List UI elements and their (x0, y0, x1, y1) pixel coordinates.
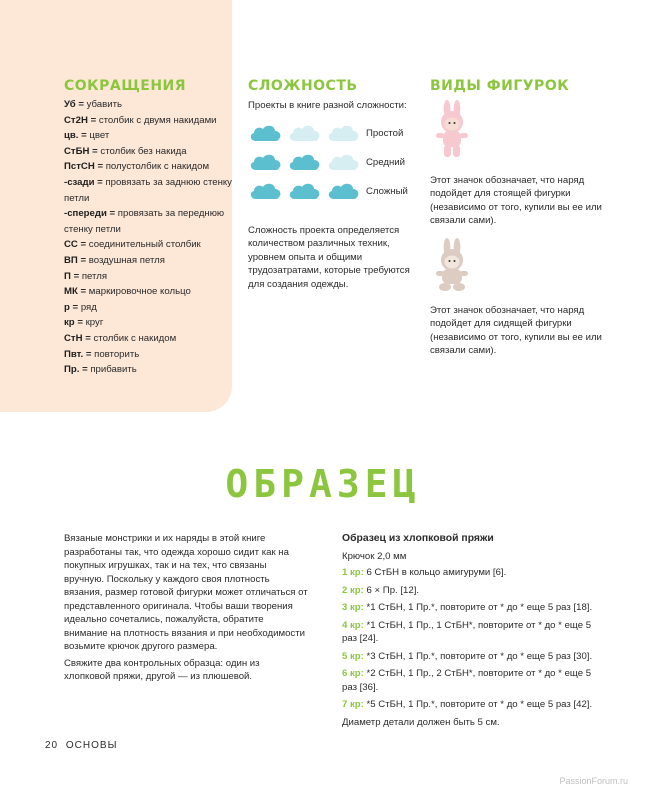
standing-figure-icon (430, 98, 474, 160)
section-name: ОСНОВЫ (65, 740, 118, 751)
cloud-filled-icon (287, 182, 321, 200)
pattern-row (342, 584, 602, 598)
clouds-row-easy (248, 124, 365, 142)
equals-sign: = (77, 254, 89, 266)
equals-sign: = (77, 286, 89, 298)
abbreviation-item (64, 144, 234, 160)
abbreviation-value: петля (81, 270, 108, 282)
sample-intro-paragraph-2: Свяжите два контрольных образца: один из хлопковой пряжи, другой — из плюшевой. (64, 657, 260, 682)
abbreviation-value: соединительный столбик (88, 239, 201, 251)
row-text: *1 СтБН, 1 Пр., 1 СтБН*, повторите от * до * еще 5 раз [24]. (342, 619, 592, 644)
equals-sign: = (106, 208, 118, 220)
row-label: 4 кр: (342, 619, 364, 631)
cloud-filled-icon (287, 153, 321, 171)
difficulty-title: СЛОЖНОСТЬ (248, 78, 358, 94)
watermark: PassionForum.ru (559, 776, 628, 786)
diameter-note: Диаметр детали должен быть 5 см. (342, 716, 500, 728)
abbreviation-key: ПстСН (64, 161, 95, 173)
abbreviation-item (64, 347, 234, 363)
abbreviation-value: столбик с накидом (93, 332, 177, 344)
row-text: *2 СтБН, 1 Пр., 2 СтБН*, повторите от * до * еще 5 раз [36]. (342, 668, 592, 693)
equals-sign: = (83, 348, 95, 360)
equals-sign: = (78, 130, 90, 142)
abbreviation-value: ряд (80, 301, 97, 313)
abbreviation-item (64, 269, 234, 285)
row-label: 6 кр: (342, 668, 364, 679)
abbreviation-key: МК (64, 286, 78, 298)
equals-sign: = (74, 317, 86, 329)
sitting-figure-icon (430, 236, 474, 294)
clouds-row-medium (248, 153, 365, 171)
row-text: 6 СтБН в кольцо амигуруми [6]. (366, 567, 507, 578)
abbreviation-value: прибавить (90, 364, 137, 376)
abbreviation-item (64, 128, 234, 144)
equals-sign: = (77, 239, 89, 251)
equals-sign: = (87, 114, 99, 126)
abbreviation-key: Ст2Н (64, 114, 88, 126)
page-number: 20 (45, 740, 59, 751)
sample-title: ОБРАЗЕЦ (225, 462, 421, 506)
cloud-filled-icon (248, 182, 282, 200)
difficulty-description: Сложность проекта определяется количеством различных техник, уровнем опыта и общими трудозатратами, которые требуются для создания одежды. (248, 225, 410, 290)
abbreviation-value: убавить (86, 99, 122, 110)
cloud-empty-icon (287, 124, 321, 142)
cloud-filled-icon (248, 124, 282, 142)
abbreviation-value: воздушная петля (88, 254, 165, 266)
abbreviation-value: столбик без накида (100, 145, 187, 157)
pattern-row (342, 619, 602, 646)
level-label-easy: Простой (366, 128, 404, 139)
abbreviation-item (64, 315, 234, 331)
abbreviation-item (64, 253, 234, 269)
abbreviation-key: Уб (64, 99, 76, 110)
row-label: 3 кр: (342, 602, 364, 613)
abbreviation-value: маркировочное кольцо (88, 286, 191, 298)
abbreviation-value: круг (85, 317, 104, 329)
hook-size: Крючок 2,0 мм (342, 550, 407, 562)
equals-sign: = (69, 301, 81, 313)
row-label: 7 кр: (342, 699, 364, 710)
cotton-sample-instructions (342, 532, 602, 732)
abbreviation-item (64, 362, 234, 378)
pattern-row (342, 566, 602, 580)
abbreviation-item (64, 300, 234, 316)
cloud-empty-icon (326, 124, 360, 142)
abbreviation-item (64, 206, 234, 237)
abbreviation-key: ВП (64, 254, 78, 266)
row-text: *5 СтБН, 1 Пр.*, повторите от * до * еще 5 раз [42]. (366, 699, 593, 710)
abbreviation-item (64, 113, 234, 129)
equals-sign: = (75, 99, 87, 110)
abbreviation-value: повторить (94, 348, 140, 360)
row-text: *1 СтБН, 1 Пр.*, повторите от * до * еще 5 раз [18]. (366, 602, 593, 613)
row-label: 1 кр: (342, 567, 364, 578)
abbreviation-item (64, 331, 234, 347)
sample-intro-paragraph-1: Вязаные монстрики и их наряды в этой книге разработаны так, что одежда хорошо сидит как на покупных игрушках, так и на тех, что связаны вручную. Поскольку у каждого своя плотность вязания, размер готовой фигурки может отличаться от представленного оригинала. Чтобы ваши творения идеально сочетались, пожалуйста, обратите внимание на плотность вязания и при необходимости возьмите крючок другого размера. (64, 533, 308, 652)
equals-sign: = (79, 364, 91, 376)
abbreviation-item (64, 175, 234, 206)
row-text: *3 СтБН, 1 Пр.*, повторите от * до * еще 5 раз [30]. (366, 650, 593, 662)
pattern-row (342, 667, 602, 694)
pattern-row (342, 650, 602, 664)
abbreviation-value: провязать за заднюю стенку петли (64, 176, 232, 204)
pattern-row (342, 601, 602, 615)
abbreviation-value: полустолбик с накидом (105, 161, 210, 173)
level-label-hard: Сложный (366, 186, 408, 197)
abbreviation-item (64, 237, 234, 253)
abbreviation-value: столбик с двумя накидами (98, 114, 217, 126)
page-footer (45, 740, 117, 751)
abbreviation-key: П (64, 270, 71, 282)
abbreviation-key: СтБН (64, 145, 90, 157)
abbreviation-key: -спереди (64, 208, 107, 220)
difficulty-intro: Проекты в книге разной сложности: (248, 100, 407, 111)
abbreviation-key: Пвт. (64, 348, 84, 360)
cotton-sample-title: Образец из хлопковой пряжи (342, 533, 494, 544)
abbreviation-key: -сзади (64, 176, 95, 188)
figures-title: ВИДЫ ФИГУРОК (430, 78, 570, 94)
cloud-filled-icon (248, 153, 282, 171)
equals-sign: = (70, 270, 82, 282)
abbreviation-key: цв. (64, 130, 79, 142)
abbreviation-key: СтН (64, 332, 83, 344)
cloud-filled-icon (326, 182, 360, 200)
equals-sign: = (94, 161, 106, 173)
abbreviation-key: СС (64, 239, 78, 251)
pattern-row (342, 698, 602, 712)
standing-figure-text: Этот значок обозначает, что наряд подойдет для стоящей фигурки (независимо от того, купили вы ее или связали сами). (430, 175, 602, 227)
row-text: 6 × Пр. [12]. (366, 584, 420, 596)
abbreviation-key: Пр. (64, 364, 80, 376)
clouds-row-hard (248, 182, 365, 200)
abbreviations-list (64, 97, 234, 378)
row-label: 2 кр: (342, 584, 364, 596)
abbreviation-key: кр (64, 317, 75, 329)
level-label-medium: Средний (366, 157, 406, 168)
abbreviations-title: СОКРАЩЕНИЯ (64, 78, 187, 94)
pattern-rows (342, 566, 602, 712)
abbreviation-value: провязать за переднюю стенку петли (64, 208, 225, 235)
equals-sign: = (89, 145, 101, 157)
sample-intro (64, 532, 308, 687)
equals-sign: = (82, 332, 94, 344)
abbreviation-key: р (64, 301, 70, 313)
abbreviation-item (64, 284, 234, 300)
row-label: 5 кр: (342, 650, 364, 662)
equals-sign: = (94, 176, 106, 188)
abbreviation-value: цвет (89, 130, 110, 142)
sitting-figure-text: Этот значок обозначает, что наряд подойдет для сидящей фигурки (независимо от того, купили вы ее или связали сами). (430, 305, 602, 357)
abbreviation-item (64, 97, 234, 113)
cloud-empty-icon (326, 153, 360, 171)
abbreviation-item (64, 159, 234, 175)
